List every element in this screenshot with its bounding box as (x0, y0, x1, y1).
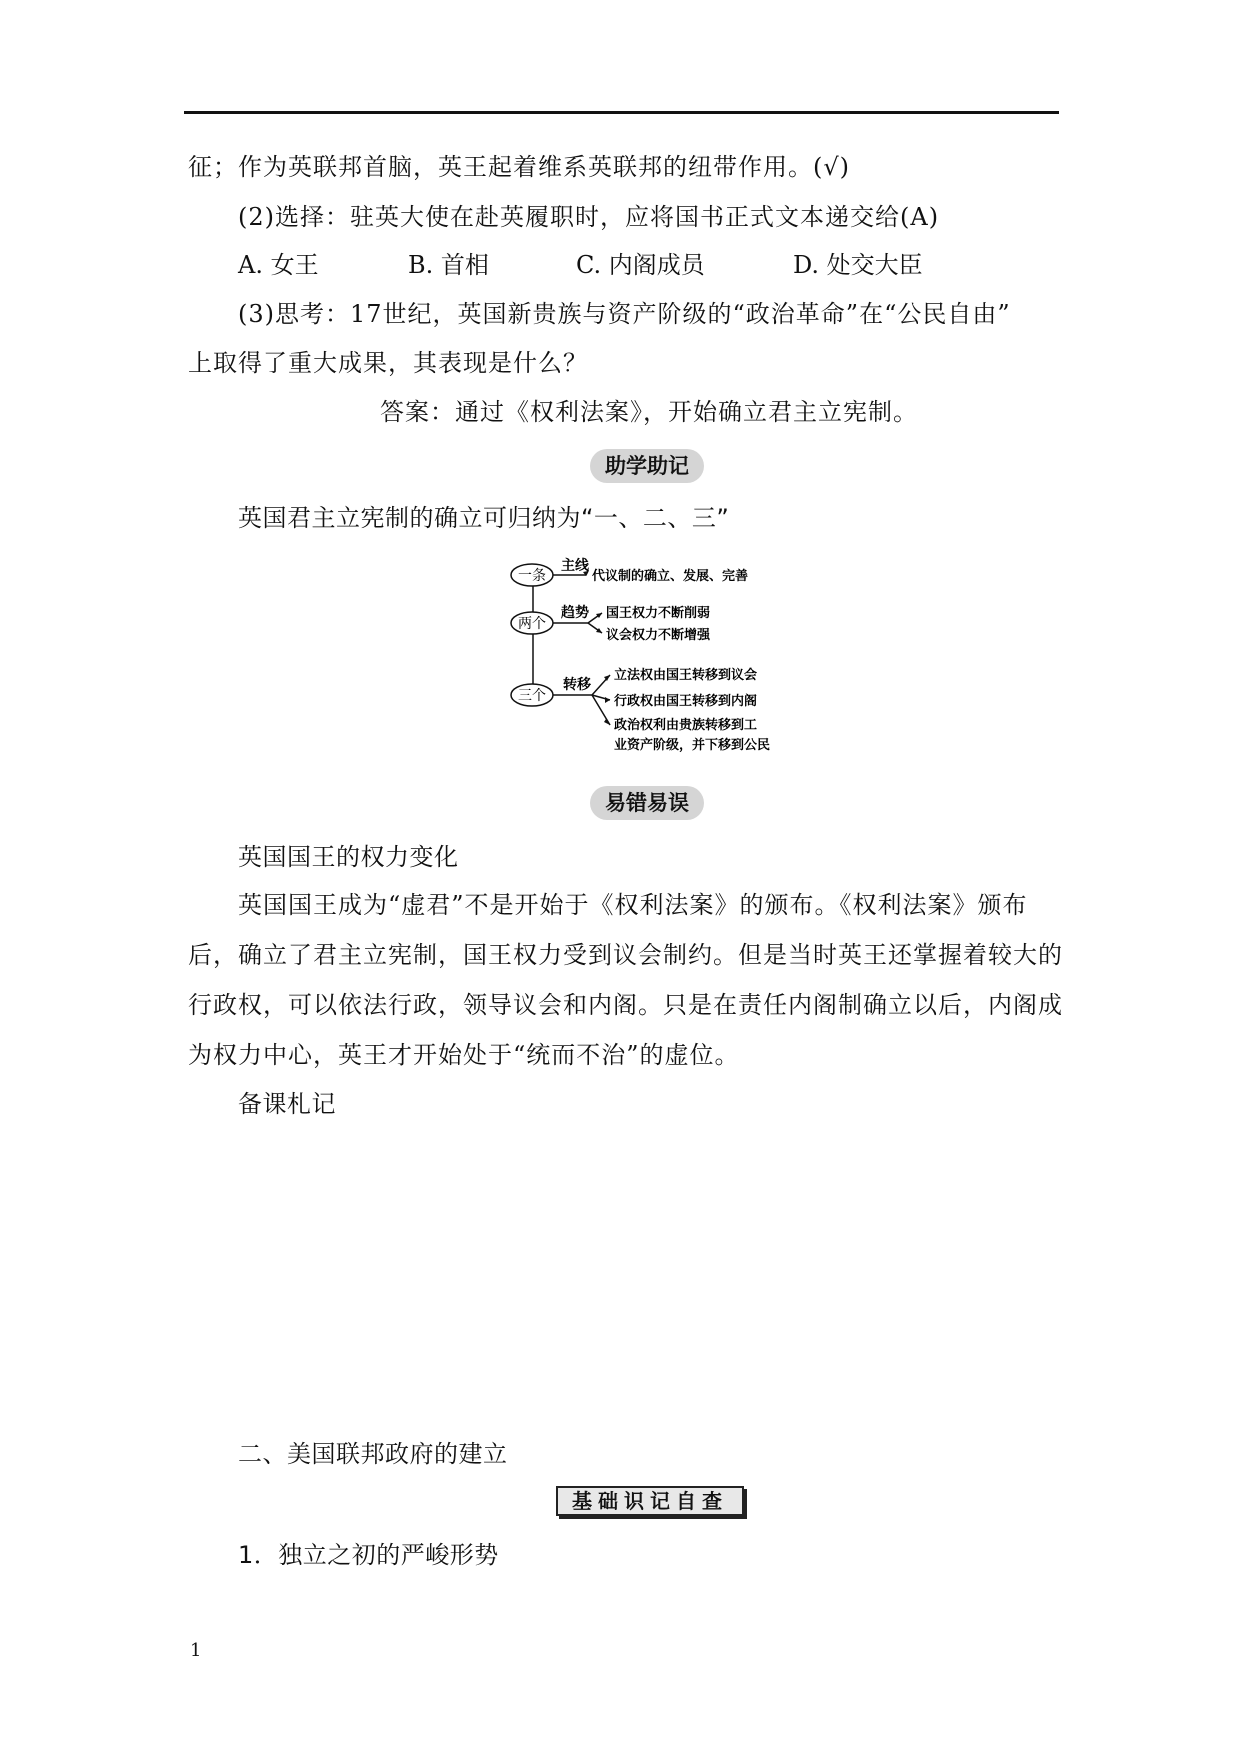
branch-text: 行政权由国王转移到内阁 (614, 694, 758, 709)
branch-text: 立法权由国王转移到议会 (614, 668, 758, 683)
answer-line: 答案：通过《权利法案》，开始确立君主立宪制。 (380, 398, 918, 426)
label-transfer: 转移 (563, 677, 591, 693)
text-line: 上取得了重大成果，其表现是什么？ (188, 349, 588, 377)
node-two-label: 两个 (518, 616, 546, 632)
node-one-label: 一条 (518, 568, 546, 584)
label-trend: 趋势 (561, 605, 589, 621)
option-d: D. 处交大臣 (793, 251, 923, 279)
structure-diagram (506, 555, 806, 755)
label-mainline: 主线 (561, 558, 589, 574)
question-2: (2)选择：驻英大使在赴英履职时，应将国书正式文本递交给(A) (238, 203, 940, 231)
header-rule (184, 111, 1059, 114)
branch-text: 政治权利由贵族转移到工 (614, 718, 758, 733)
option-b: B. 首相 (408, 251, 489, 279)
section-heading-common-errors: 易错易误 (590, 786, 704, 820)
paragraph-line: 后，确立了君主立宪制，国王权力受到议会制约。但是当时英王还掌握着较大的 (188, 941, 1063, 969)
notes-heading: 备课札记 (238, 1090, 336, 1118)
item-1-heading: 1．独立之初的严峻形势 (238, 1541, 499, 1569)
paragraph-line: 为权力中心，英王才开始处于“统而不治”的虚位。 (188, 1041, 740, 1069)
summary-heading: 英国君主立宪制的确立可归纳为“一、二、三” (238, 504, 730, 532)
text-line: 征；作为英联邦首脑，英王起着维系英联邦的纽带作用。(√) (188, 153, 851, 181)
branch-text: 国王权力不断削弱 (606, 606, 711, 621)
topic-heading: 英国国王的权力变化 (238, 843, 459, 871)
option-a: A. 女王 (238, 251, 319, 279)
question-3: (3)思考：17世纪，英国新贵族与资产阶级的“政治革命”在“公民自由” (238, 300, 1011, 328)
branch-text: 代议制的确立、发展、完善 (592, 569, 749, 584)
paragraph-line: 英国国王成为“虚君”不是开始于《权利法案》的颁布。《权利法案》颁布 (238, 891, 1028, 919)
page-number: 1 (190, 1640, 202, 1661)
section-2-heading: 二、美国联邦政府的建立 (238, 1440, 508, 1468)
branch-text: 业资产阶级，并下移到公民 (614, 738, 771, 753)
banner-basic-review: 基础识记自查 (556, 1486, 744, 1516)
section-heading-memory-aid: 助学助记 (590, 449, 704, 483)
node-three-label: 三个 (518, 688, 546, 704)
branch-text: 议会权力不断增强 (606, 628, 711, 643)
paragraph-line: 行政权，可以依法行政，领导议会和内阁。只是在责任内阁制确立以后，内阁成 (188, 991, 1063, 1019)
option-c: C. 内阁成员 (576, 251, 705, 279)
